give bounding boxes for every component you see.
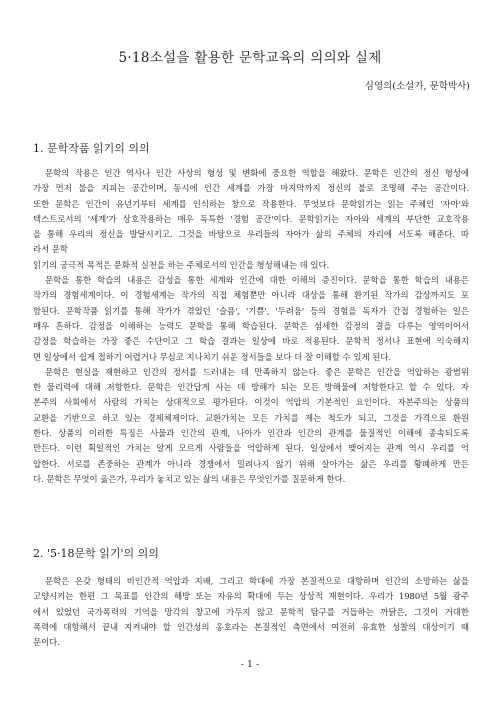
paragraph-line: 에서 있었던 국가폭력의 기억을 망각의 창고에 가두지 않고 문학적 탐구를 거듭하는 까닭은, 그것이 거대한 — [33, 606, 469, 617]
paragraph-line: 읽기의 궁극적 목적은 문화적 실천을 하는 주체로서의 인간을 형성해내는 데 있다. — [33, 259, 330, 270]
paragraph-line: 문학을 통한 학습의 내용은 감성을 통한 세계와 인간에 대한 이해의 증진이다. 문학을 통한 학습의 내용은 — [45, 275, 469, 286]
paragraph-line: 문학은 온갖 형태의 비인간적 억압과 지배, 그리고 학대에 가장 본질적으로 대항하며 인간의 소망하는 삶을 — [45, 576, 469, 586]
page-number: - 1 - — [240, 659, 260, 670]
section-body-1 — [33, 166, 469, 487]
paragraph-line: 본주의 사회에서 사람의 가치는 상대적으로 평가된다. 이것이 억압의 기본적인 요인이다. 자본주의는 상품의 — [33, 397, 469, 408]
paragraph-line: 한 물리력에 대해 저항한다. 문학은 인간답게 사는 데 방해가 되는 모든 방해물에 저항한다고 할 수 있다. 자 — [33, 382, 469, 393]
section-heading-2: 2. '5·18문학 읽기'의 의의 — [33, 547, 159, 560]
paragraph-line: 폭력에 대항해서 끝내 지켜내야 할 인간성의 옹호라는 본질적인 측면에서 여전히 유효한 성찰의 대상이기 때 — [33, 621, 469, 632]
paragraph-line: 을 통해 우리의 정신을 발달시키고. 그것을 바탕으로 우리들의 자아가 삶의 주체의 자리에 서도록 해준다. 따 — [33, 229, 469, 240]
document-title: 5·18소설을 활용한 문학교육의 의의와 실제 — [118, 50, 382, 66]
paragraph-line: 한다. 상품의 이러한 특징은 사물과 인간의 관계, 나아가 인간과 인간의 관계를 물질적인 이해에 종속되도록 — [33, 428, 469, 439]
paragraph-line: 고양시키는 한편 그 목표를 인간의 해방 또는 자유의 확대에 두는 상상적 재현이다. 우리가 1980년 5월 광주 — [33, 591, 469, 602]
paragraph-line: 다. 문학은 무엇이 옳은가, 우리가 놓치고 있는 삶의 내용은 무엇인가를 질문하게 한다. — [33, 473, 346, 484]
author-byline: 심영의(소설가, 문학박사) — [364, 81, 470, 92]
paragraph-line: 라서 문학 — [33, 244, 69, 255]
paragraph-line: 문학은 현실을 재현하고 인간의 정서를 드러내는 데 만족하지 않는다. 좋은 문학은 인간을 억압하는 광범위 — [45, 366, 469, 377]
paragraph-line: 문이다. — [33, 637, 60, 648]
paragraph-line: 가장 먼저 불을 지피는 공간이며, 동시에 인간 세계를 가장 마지막까지 정신의 불로 조명해 주는 공간이다. — [33, 183, 469, 194]
paragraph-line: 문학의 작용은 인간 역사나 인간 사상의 형성 및 변화에 중요한 역할을 해왔다. 문학은 인간의 정신 형성에 — [45, 168, 469, 178]
paragraph-line: 작가의 경험세계이다. 이 경험세계는 작가의 직접 체험뿐만 아니라 대상을 통해 환기된 작가의 감상까지도 포 — [33, 290, 469, 301]
paragraph-line: 면 일상에서 쉽게 접하기 어렵거나 무심코 지나치기 쉬운 정서들을 보다 더 잘 이해할 수 있게 된다. — [33, 351, 392, 362]
section-body-2 — [33, 574, 469, 650]
paragraph-line: 또한 문학은 인간이 유년기부터 세계를 인식하는 창으로 작용한다. 무엇보다 문학읽기는 읽는 주체인 '자아'와 — [33, 198, 469, 209]
paragraph-line: 만든다. 이런 획일적인 가치는 알게 모르게 사람들을 억압하게 된다. 일상에서 맺어지는 관계 역시 우리를 억 — [33, 443, 469, 454]
paragraph-line: 감정을 학습하는 가장 좋은 수단이고 그 학습 결과는 일상에 바로 적용된다. 문학적 정서나 표현에 익숙해지 — [33, 336, 469, 347]
paragraph-line: 매우 흔하다. 감정을 이해하는 능력도 문학을 통해 학습된다. 문학은 섬세한 감정의 결을 다루는 영역이어서 — [33, 320, 469, 331]
paragraph-line: 함된다. 문학작품 읽기를 통해 작가가 겪었던 '슬픔', '기쁨', '두려움' 등의 경험을 독자가 간접 경험하는 일은 — [33, 305, 469, 316]
paragraph-line: 텍스트로서의 '세계'가 상호작용하는 매우 독특한 '경험 공간'이다. 문학읽기는 자아와 세계의 부단한 교호작용 — [33, 213, 469, 224]
paragraph-line: 교환을 기반으로 하고 있는 경제체제이다. 교환가치는 모든 가치를 재는 척도가 되고, 그것을 가격으로 환원 — [33, 412, 469, 423]
section-heading-1: 1. 문학작품 읽기의 의의 — [33, 142, 150, 155]
paragraph-line: 압한다. 서로를 존중하는 관계가 아니라 경쟁에서 밀려나지 않기 위해 살아가는 삶은 우리를 황폐하게 만든 — [33, 458, 469, 469]
